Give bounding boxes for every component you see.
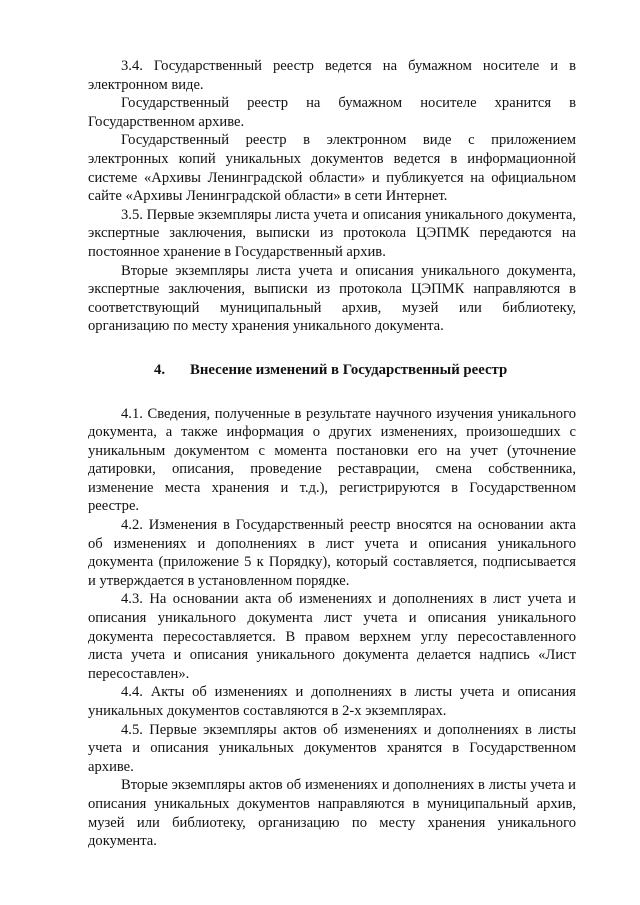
- paragraph-second-acts: Вторые экземпляры актов об изменениях и дополнениях в листы учета и описания уникальных документов направляются в муниципальный архив, музей или библиотеку, организацию по месту хранения уникального документа.: [88, 777, 576, 850]
- section-3-continuation: [88, 57, 576, 336]
- paragraph-paper-registry: Государственный реестр на бумажном носителе хранится в Государственном архиве.: [88, 95, 576, 130]
- paragraph-4-2: 4.2. Изменения в Государственный реестр вносятся на основании акта об изменениях и дополнениях в лист учета и описания уникального документа (приложение 5 к Порядку), который составляется, подписывается и утверждается в установленном порядке.: [88, 517, 576, 589]
- paragraph-second-copies: Вторые экземпляры листа учета и описания уникального документа, экспертные заключения, выписки из протокола ЦЭПМК направляются в соответствующий муниципальный архив, музей или библиотеку, организацию по месту хранения уникального документа.: [88, 262, 576, 335]
- section-heading: [88, 361, 576, 380]
- paragraph-electronic-registry: Государственный реестр в электронном виде с приложением электронных копий уникальных документов ведется в информационной системе «Архивы Ленинградской области» и публикуется на официальном сайте «Архивы Ленинградской области» в сети Интернет.: [88, 132, 576, 205]
- section-title: Внесение изменений в Государственный реестр: [190, 361, 508, 378]
- section-number: 4.: [154, 361, 166, 378]
- paragraph-4-1: 4.1. Сведения, полученные в результате научного изучения уникального документа, а также информация о других изменениях, произошедших с уникальным документом с момента постановки его на учет (уточнение датировки, описания, проведение реставрации, смена собственника, изменение места хранения и т.д.), регистрируются в Государственном реестре.: [88, 405, 576, 515]
- paragraph-3-5: 3.5. Первые экземпляры листа учета и описания уникального документа, экспертные заключения, выписки из протокола ЦЭПМК передаются на постоянное хранение в Государственный архив.: [88, 206, 576, 260]
- paragraph-3-4: 3.4. Государственный реестр ведется на бумажном носителе и в электронном виде.: [88, 58, 576, 93]
- paragraph-4-5: 4.5. Первые экземпляры актов об изменениях и дополнениях в листы учета и описания уникальных документов хранятся в Государственном архиве.: [88, 721, 576, 775]
- document-body: [88, 57, 576, 851]
- paragraph-4-3: 4.3. На основании акта об изменениях и дополнениях в лист учета и описания уникального документа лист учета и описания уникального документа пересоставляется. В правом верхнем углу пересоставленного листа учета и описания уникального документа делается надпись «Лист пересоставлен».: [88, 591, 576, 682]
- section-4-body: [88, 405, 576, 851]
- paragraph-4-4: 4.4. Акты об изменениях и дополнениях в листы учета и описания уникальных документов составляются в 2-х экземплярах.: [88, 684, 576, 719]
